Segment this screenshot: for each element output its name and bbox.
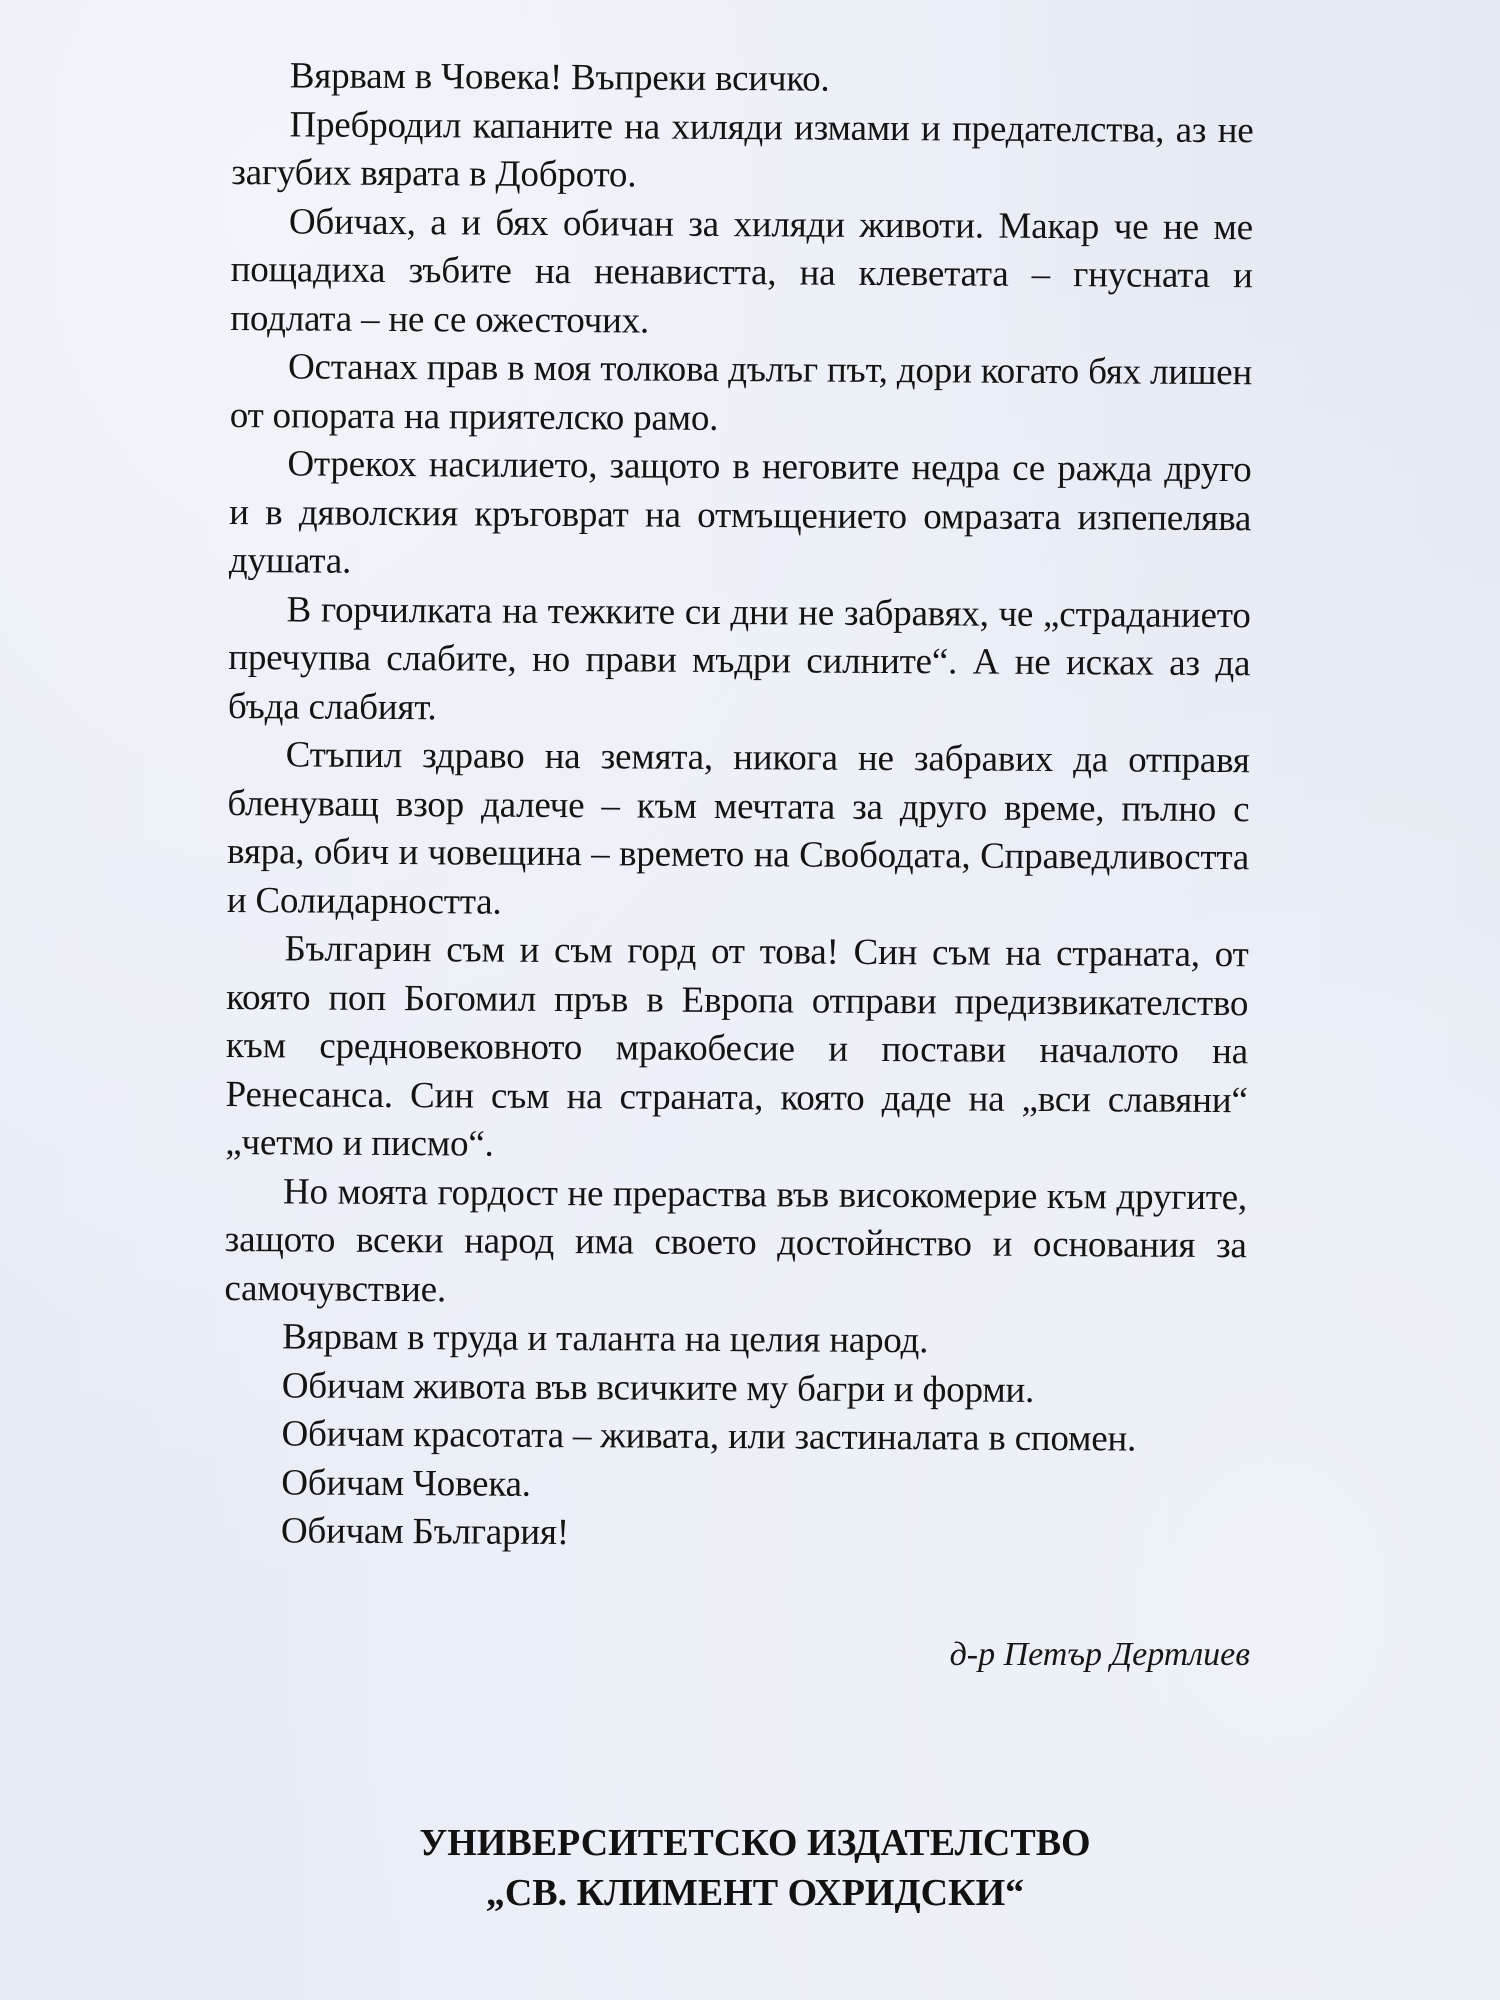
- paragraph: Обичам Човека.: [281, 1461, 531, 1505]
- paragraph: Обичах, а и бях обичан за хиляди животи. Макар че не ме пощадиха зъбите на ненавистта, на клеветата – гнусната и подлата – не се ожесточих.: [230, 200, 1254, 342]
- paragraph: Стъпил здраво на земята, никога не забравих да отправя бленуващ взор далече – към мечтата за друго време, пълно с вяра, обич и човещина – времето на Свободата, Справедливостта и Солидарността.: [226, 734, 1250, 923]
- paragraph: Обичам България!: [280, 1510, 570, 1554]
- paragraph: Вярвам в труда и таланта на целия народ.: [282, 1316, 929, 1362]
- paragraph: Отрекох насилието, защото в неговите недра се ражда друго и в дяволския кръговрат на отмъщението омразата изпепелява душата.: [228, 443, 1252, 582]
- publisher-line-2: „СВ. КЛИМЕНТ ОХРИДСКИ“: [485, 1872, 1025, 1914]
- paragraph: Вярвам в Човека! Въпреки всичко.: [289, 55, 830, 100]
- paragraph: Обичам красотата – живата, или застиналата в спомен.: [281, 1413, 1137, 1460]
- manifesto-text: [223, 52, 1254, 1562]
- publisher-name: [5, 1818, 1500, 1918]
- paragraph: Останах прав в моя толкова дълъг път, дори когато бях лишен от опората на приятелско рамо.: [229, 346, 1253, 439]
- paragraph: Но моята гордост не прераства във високомерие към другите, защото всеки народ има своето достойнство и основания за самочувствие.: [224, 1170, 1248, 1310]
- paragraph: В горчилката на тежките си дни не забравях, че „страданието пречупва слабите, но прави мъдри силните“. А не исках аз да бъда слабият.: [227, 588, 1251, 728]
- paragraph: Обичам живота във всичките му багри и форми.: [281, 1364, 1035, 1411]
- paragraph: Пребродил капаните на хиляди измами и предателства, аз не загубих вярата в Доброто.: [231, 103, 1254, 196]
- paragraph: Българин съм и съм горд от това! Син съм на страната, от която поп Богомил пръв в Европа отправи предизвикателство към средновековното мракобесие и постави началото на Ренесанса. Син съм на страната, която даде на „вси славяни“ „четмо и писмо“.: [225, 928, 1249, 1165]
- publisher-line-1: УНИВЕРСИТЕТСКО ИЗДАТЕЛСТВО: [419, 1822, 1091, 1864]
- author-signature: д-р Петър Дертлиев: [949, 1636, 1250, 1673]
